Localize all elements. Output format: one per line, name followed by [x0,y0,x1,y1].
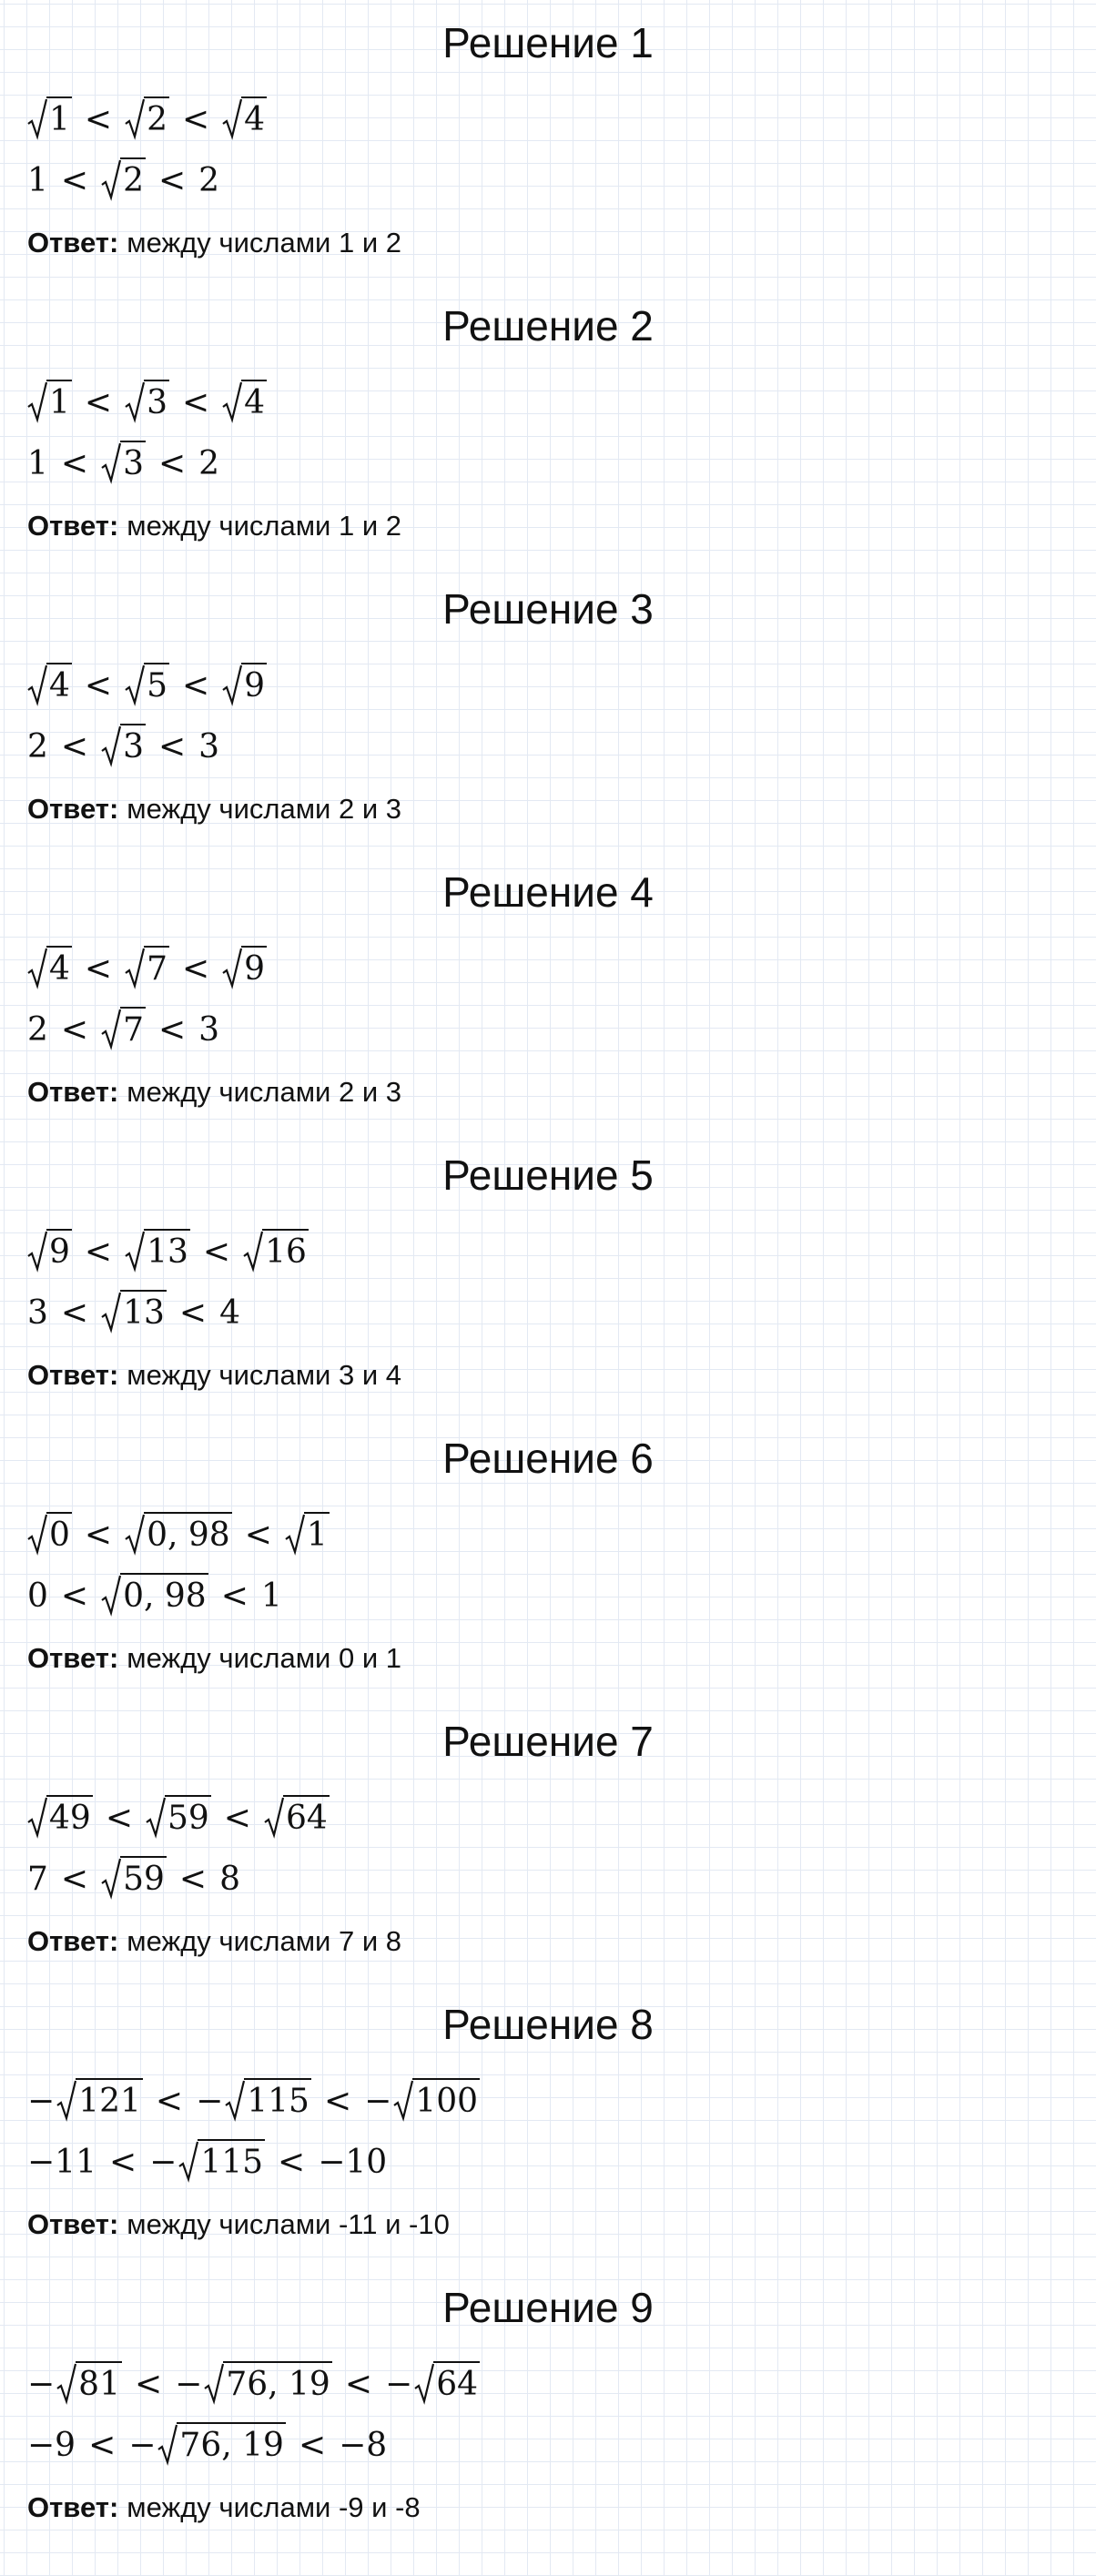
math-line-1 [27,938,267,989]
radical-sign-icon [222,381,242,423]
less-than-operator: < [157,445,187,482]
answer-text: между числами 0 и 1 [127,1642,401,1674]
less-than-operator: < [278,2144,306,2181]
radical-sign-icon [101,1009,121,1050]
number: 2 [198,445,220,482]
less-than-operator: < [60,728,89,766]
radicand: 13 [120,1290,167,1334]
square-root [125,944,169,989]
radicand: 9 [46,1229,72,1273]
square-root [56,2076,143,2122]
radical-sign-icon [125,948,145,989]
radical-sign-icon [101,1858,121,1900]
square-root [125,1510,232,1556]
radicand: 2 [120,157,146,201]
number: 2 [27,1011,48,1049]
radicand: 13 [144,1229,190,1273]
answer-text: между числами 7 и 8 [127,1925,401,1957]
minus-sign: − [196,2083,224,2120]
answer [27,791,401,827]
less-than-operator: < [181,384,210,421]
radical-sign-icon [178,2141,198,2183]
less-than-operator: < [60,1861,89,1898]
solution-title: Решение 6 [442,1435,654,1482]
square-root [222,95,267,140]
square-root [146,1793,211,1839]
less-than-operator: < [223,1800,251,1837]
answer-label: Ответ: [27,1076,119,1108]
radicand: 3 [120,441,146,484]
radicand: 115 [244,2078,311,2122]
less-than-operator: < [220,1577,249,1615]
less-than-operator: < [84,1516,113,1554]
less-than-operator: < [157,728,187,766]
radical-sign-icon [222,948,242,989]
radical-sign-icon [27,948,47,989]
radicand: 59 [120,1856,167,1900]
radical-sign-icon [27,1231,47,1273]
square-root [27,1793,93,1839]
radicand: 4 [241,380,267,423]
answer-text: между числами 2 и 3 [127,1076,401,1108]
less-than-operator: < [60,1577,89,1615]
minus-sign: − [175,2366,203,2403]
less-than-operator: < [105,1800,133,1837]
answer-label: Ответ: [27,2208,119,2240]
radical-sign-icon [125,1231,145,1273]
radicand: 76, 19 [177,2422,286,2466]
minus-sign: − [27,2083,56,2120]
less-than-operator: < [84,667,113,705]
number: 1 [27,162,48,199]
radicand: 100 [412,2078,480,2122]
answer-label: Ответ: [27,793,119,825]
number: 1 [260,1577,282,1615]
less-than-operator: < [157,1011,187,1049]
answer-text: между числами 1 и 2 [127,227,401,259]
radical-sign-icon [243,1231,263,1273]
radical-sign-icon [204,2363,224,2405]
radical-sign-icon [285,1514,305,1556]
minus-sign: − [385,2366,413,2403]
square-root [27,1510,72,1556]
square-root [27,661,72,706]
less-than-operator: < [60,1011,89,1049]
solution-title: Решение 2 [442,302,654,350]
radical-sign-icon [225,2080,245,2122]
number: −9 [27,2427,76,2464]
solution-block [0,2265,1096,2548]
radical-sign-icon [56,2363,76,2405]
math-line-1 [27,372,267,423]
math-line-2 [27,2132,387,2183]
square-root [101,1571,208,1617]
solution-block [0,849,1096,1132]
square-root [125,661,169,706]
math-line-1 [27,655,267,706]
answer [27,225,401,261]
answer-label: Ответ: [27,2491,119,2523]
solution-title: Решение 8 [442,2001,654,2048]
solution-block [0,1699,1096,1982]
math-line-2 [27,433,219,484]
radicand: 0, 98 [120,1573,208,1617]
math-line-1 [27,1788,330,1839]
number: 3 [198,1011,220,1049]
square-root [204,2359,332,2405]
solution-block [0,0,1096,283]
less-than-operator: < [134,2366,163,2403]
less-than-operator: < [181,667,210,705]
radical-sign-icon [222,98,242,140]
square-root [101,722,146,767]
solution-title: Решение 3 [442,585,654,633]
less-than-operator: < [344,2366,373,2403]
less-than-operator: < [244,1516,272,1554]
answer-text: между числами -9 и -8 [127,2491,421,2523]
math-line-1 [27,89,267,140]
radicand: 9 [241,663,267,706]
radicand: 81 [76,2361,122,2405]
radical-sign-icon [414,2363,434,2405]
square-root [27,95,72,140]
math-line-1 [27,2354,480,2405]
radical-sign-icon [264,1797,284,1839]
radicand: 76, 19 [223,2361,332,2405]
solution-block [0,1132,1096,1415]
radical-sign-icon [125,664,145,706]
solution-block [0,566,1096,849]
radical-sign-icon [101,159,121,201]
math-line-1 [27,1222,309,1273]
radicand: 2 [144,96,169,140]
less-than-operator: < [88,2427,117,2464]
number: 8 [219,1861,240,1898]
less-than-operator: < [84,384,113,421]
square-root [222,944,267,989]
number: −10 [318,2144,388,2181]
solution-title: Решение 4 [442,868,654,916]
radical-sign-icon [393,2080,413,2122]
answer [27,1640,401,1677]
radicand: 4 [46,663,72,706]
answer-text: между числами 3 и 4 [127,1359,401,1391]
answer-label: Ответ: [27,227,119,259]
answer-text: между числами -11 и -10 [127,2208,450,2240]
radical-sign-icon [27,98,47,140]
radical-sign-icon [125,381,145,423]
less-than-operator: < [181,950,210,988]
square-root [101,156,146,201]
square-root [125,1227,190,1273]
radicand: 7 [144,946,169,989]
math-line-2 [27,2415,387,2466]
radicand: 121 [76,2078,143,2122]
solution-title: Решение 7 [442,1718,654,1765]
radical-sign-icon [157,2424,178,2466]
less-than-operator: < [84,101,113,138]
solution-title: Решение 5 [442,1151,654,1199]
radicand: 64 [283,1795,330,1839]
answer [27,2490,421,2526]
square-root [222,378,267,423]
math-line-1 [27,1505,330,1556]
answer-label: Ответ: [27,1642,119,1674]
number: 3 [198,728,220,766]
square-root [264,1793,330,1839]
math-line-2 [27,150,219,201]
less-than-operator: < [84,1233,113,1271]
radicand: 7 [120,1007,146,1050]
math-line-2 [27,716,219,767]
radicand: 1 [46,380,72,423]
minus-sign: − [27,2366,56,2403]
radical-sign-icon [27,664,47,706]
radicand: 5 [144,663,169,706]
math-line-1 [27,2071,480,2122]
less-than-operator: < [60,445,89,482]
radicand: 3 [120,724,146,767]
less-than-operator: < [181,101,210,138]
solution-title: Решение 9 [442,2284,654,2331]
square-root [285,1510,330,1556]
square-root [27,1227,72,1273]
radicand: 1 [46,96,72,140]
square-root [101,439,146,484]
minus-sign: − [364,2083,392,2120]
radicand: 115 [198,2139,265,2183]
number: 2 [27,728,48,766]
less-than-operator: < [298,2427,327,2464]
radical-sign-icon [101,725,121,767]
answer-text: между числами 2 и 3 [127,793,401,825]
math-line-2 [27,1283,240,1334]
answer [27,2206,450,2243]
square-root [243,1227,309,1273]
radicand: 16 [262,1229,309,1273]
less-than-operator: < [155,2083,184,2120]
square-root [101,1288,167,1334]
radicand: 0, 98 [144,1512,232,1556]
math-line-2 [27,999,219,1050]
minus-sign: − [149,2144,178,2181]
number: 1 [27,445,48,482]
number: 3 [27,1294,48,1332]
square-root [27,944,72,989]
number: 0 [27,1577,48,1615]
radicand: 1 [304,1512,330,1556]
radical-sign-icon [101,1292,121,1334]
answer-label: Ответ: [27,1925,119,1957]
square-root [101,1005,146,1050]
radicand: 64 [433,2361,480,2405]
solution-block [0,1982,1096,2265]
radical-sign-icon [101,442,121,484]
less-than-operator: < [84,950,113,988]
radical-sign-icon [146,1797,166,1839]
square-root [157,2420,286,2466]
less-than-operator: < [202,1233,231,1271]
answer [27,1357,401,1394]
answer [27,1923,401,1960]
radical-sign-icon [27,1797,47,1839]
square-root [125,378,169,423]
radicand: 9 [241,946,267,989]
square-root [125,95,169,140]
square-root [225,2076,311,2122]
square-root [101,1854,167,1900]
radical-sign-icon [56,2080,76,2122]
square-root [56,2359,122,2405]
answer [27,508,401,544]
number: 4 [219,1294,240,1332]
solution-block [0,1415,1096,1699]
radical-sign-icon [27,1514,47,1556]
number: −11 [27,2144,96,2181]
less-than-operator: < [178,1294,208,1332]
radical-sign-icon [101,1575,121,1617]
radicand: 4 [241,96,267,140]
minus-sign: − [128,2427,157,2464]
radical-sign-icon [125,98,145,140]
radicand: 3 [144,380,169,423]
number: 7 [27,1861,48,1898]
square-root [27,378,72,423]
radical-sign-icon [27,381,47,423]
math-line-2 [27,1566,282,1617]
answer [27,1074,401,1111]
radical-sign-icon [125,1514,145,1556]
solution-block [0,283,1096,566]
answer-label: Ответ: [27,510,119,542]
radicand: 0 [46,1512,72,1556]
radicand: 4 [46,946,72,989]
less-than-operator: < [323,2083,352,2120]
answer-label: Ответ: [27,1359,119,1391]
radicand: 49 [46,1795,93,1839]
answer-text: между числами 1 и 2 [127,510,401,542]
math-line-2 [27,1849,240,1900]
number: 2 [198,162,220,199]
radicand: 59 [165,1795,211,1839]
square-root [222,661,267,706]
solution-title: Решение 1 [442,19,654,66]
number: −8 [339,2427,388,2464]
less-than-operator: < [60,162,89,199]
radical-sign-icon [222,664,242,706]
square-root [178,2137,265,2183]
square-root [393,2076,480,2122]
less-than-operator: < [157,162,187,199]
less-than-operator: < [60,1294,89,1332]
less-than-operator: < [108,2144,137,2181]
less-than-operator: < [178,1861,208,1898]
square-root [414,2359,480,2405]
